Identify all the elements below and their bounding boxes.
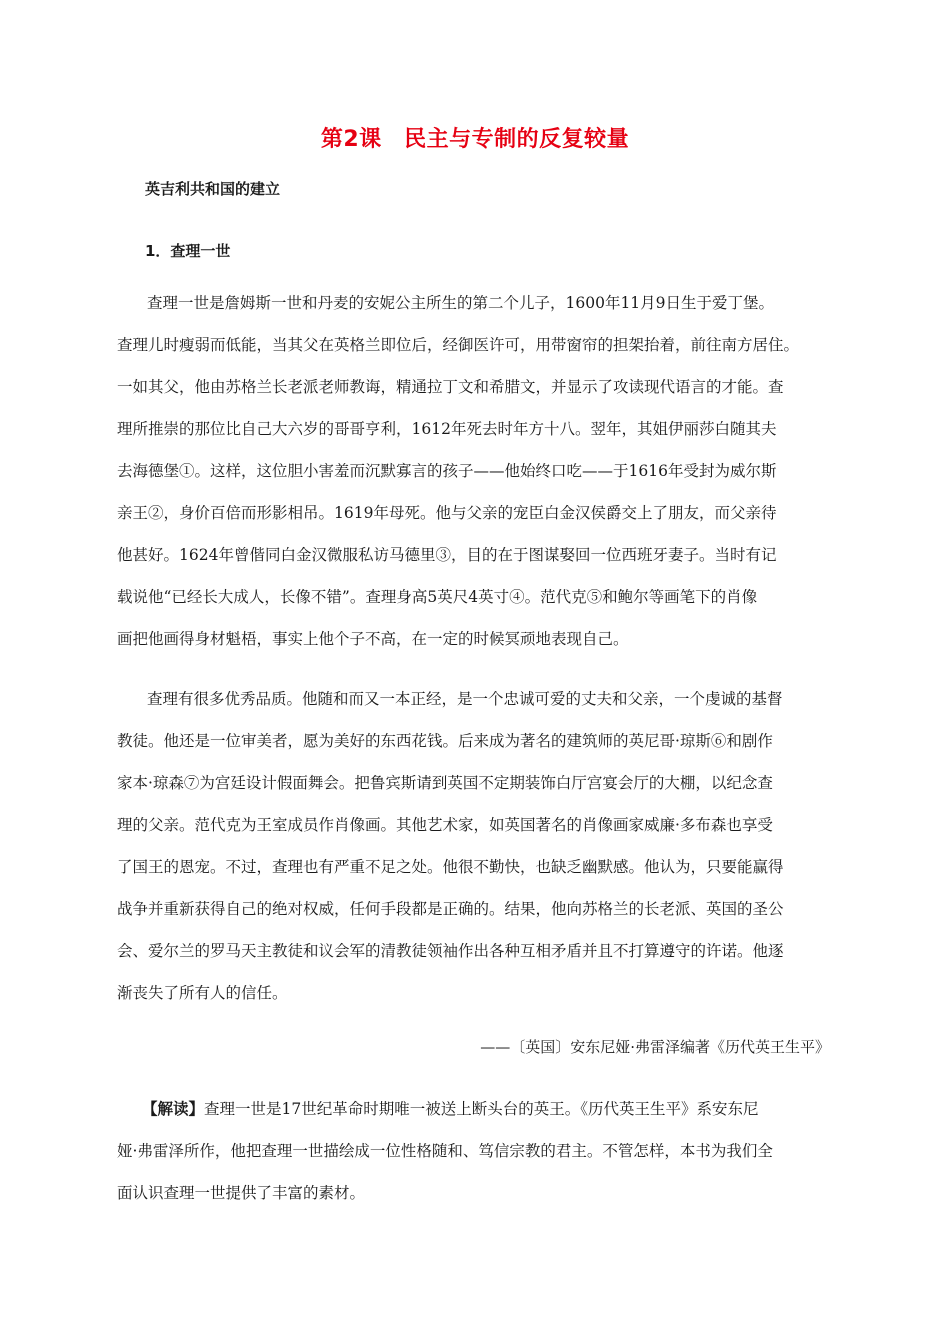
paragraph-line: 画把他画得身材魁梧，事实上他个子不高，在一定的时候冥顽地表现自己。 <box>117 630 629 648</box>
paragraph-line: 他甚好。1624年曾偕同白金汉微服私访马德里③，目的在于图谋娶回一位西班牙妻子。当时有记 <box>117 546 777 564</box>
paragraph-line: 查理一世是詹姆斯一世和丹麦的安妮公主所生的第二个儿子，1600年11月9日生于爱丁堡。 <box>147 294 775 312</box>
paragraph-2 <box>117 678 845 1014</box>
paragraph-line: 查理儿时瘦弱而低能，当其父在英格兰即位后，经御医许可，用带窗帘的担架抬着，前往南方居住。 <box>117 336 800 354</box>
source-citation: ——〔英国〕安东尼娅·弗雷泽编著《历代英王生平》 <box>480 1038 830 1056</box>
paragraph-line: 渐丧失了所有人的信任。 <box>117 984 288 1002</box>
commentary-line: 娅·弗雷泽所作，他把查理一世描绘成一位性格随和、笃信宗教的君主。不管怎样，本书为我们全 <box>117 1142 773 1160</box>
paragraph-line: 去海德堡①。这样，这位胆小害羞而沉默寡言的孩子——他始终口吃——于1616年受封为威尔斯 <box>117 462 777 480</box>
commentary <box>117 1088 845 1214</box>
paragraph-line: 教徒。他还是一位审美者，愿为美好的东西花钱。后来成为著名的建筑师的英尼哥·琼斯⑥和剧作 <box>117 732 773 750</box>
paragraph-line: 战争并重新获得自己的绝对权威，任何手段都是正确的。结果，他向苏格兰的长老派、英国的圣公 <box>117 900 784 918</box>
page-title: 第2课 民主与专制的反复较量 <box>320 127 630 152</box>
subsection-heading: 1．查理一世 <box>145 242 231 260</box>
commentary-line: 面认识查理一世提供了丰富的素材。 <box>117 1184 366 1202</box>
paragraph-line: 理所推崇的那位比自己大六岁的哥哥亨利，1612年死去时年方十八。翌年，其姐伊丽莎白随其夫 <box>117 420 777 438</box>
paragraph-line: 理的父亲。范代克为王室成员作肖像画。其他艺术家，如英国著名的肖像画家威廉·多布森也享受 <box>117 816 773 834</box>
paragraph-line: 会、爱尔兰的罗马天主教徒和议会军的清教徒领袖作出各种互相矛盾并且不打算遵守的许诺。他逐 <box>117 942 784 960</box>
commentary-line-first <box>142 1088 845 1130</box>
paragraph-line: 亲王②，身价百倍而形影相吊。1619年母死。他与父亲的宠臣白金汉侯爵交上了朋友，而父亲待 <box>117 504 777 522</box>
commentary-text: 查理一世是17世纪革命时期唯一被送上断头台的英王。《历代英王生平》系安东尼 <box>204 1100 759 1118</box>
paragraph-line: 了国王的恩宠。不过，查理也有严重不足之处。他很不勤快，也缺乏幽默感。他认为，只要能赢得 <box>117 858 784 876</box>
commentary-label: 【解读】 <box>142 1100 205 1118</box>
paragraph-line: 查理有很多优秀品质。他随和而又一本正经，是一个忠诚可爱的丈夫和父亲，一个虔诚的基督 <box>147 690 783 708</box>
paragraph-1 <box>117 282 845 660</box>
section-heading: 英吉利共和国的建立 <box>145 180 281 198</box>
paragraph-line: 一如其父，他由苏格兰长老派老师教诲，精通拉丁文和希腊文，并显示了攻读现代语言的才能。查 <box>117 378 784 396</box>
paragraph-line: 载说他“已经长大成人，长像不错”。查理身高5英尺4英寸④。范代克⑤和鲍尔等画笔下的肖像 <box>117 588 758 606</box>
paragraph-line: 家本·琼森⑦为宫廷设计假面舞会。把鲁宾斯请到英国不定期装饰白厅宫宴会厅的大棚，以纪念查 <box>117 774 773 792</box>
